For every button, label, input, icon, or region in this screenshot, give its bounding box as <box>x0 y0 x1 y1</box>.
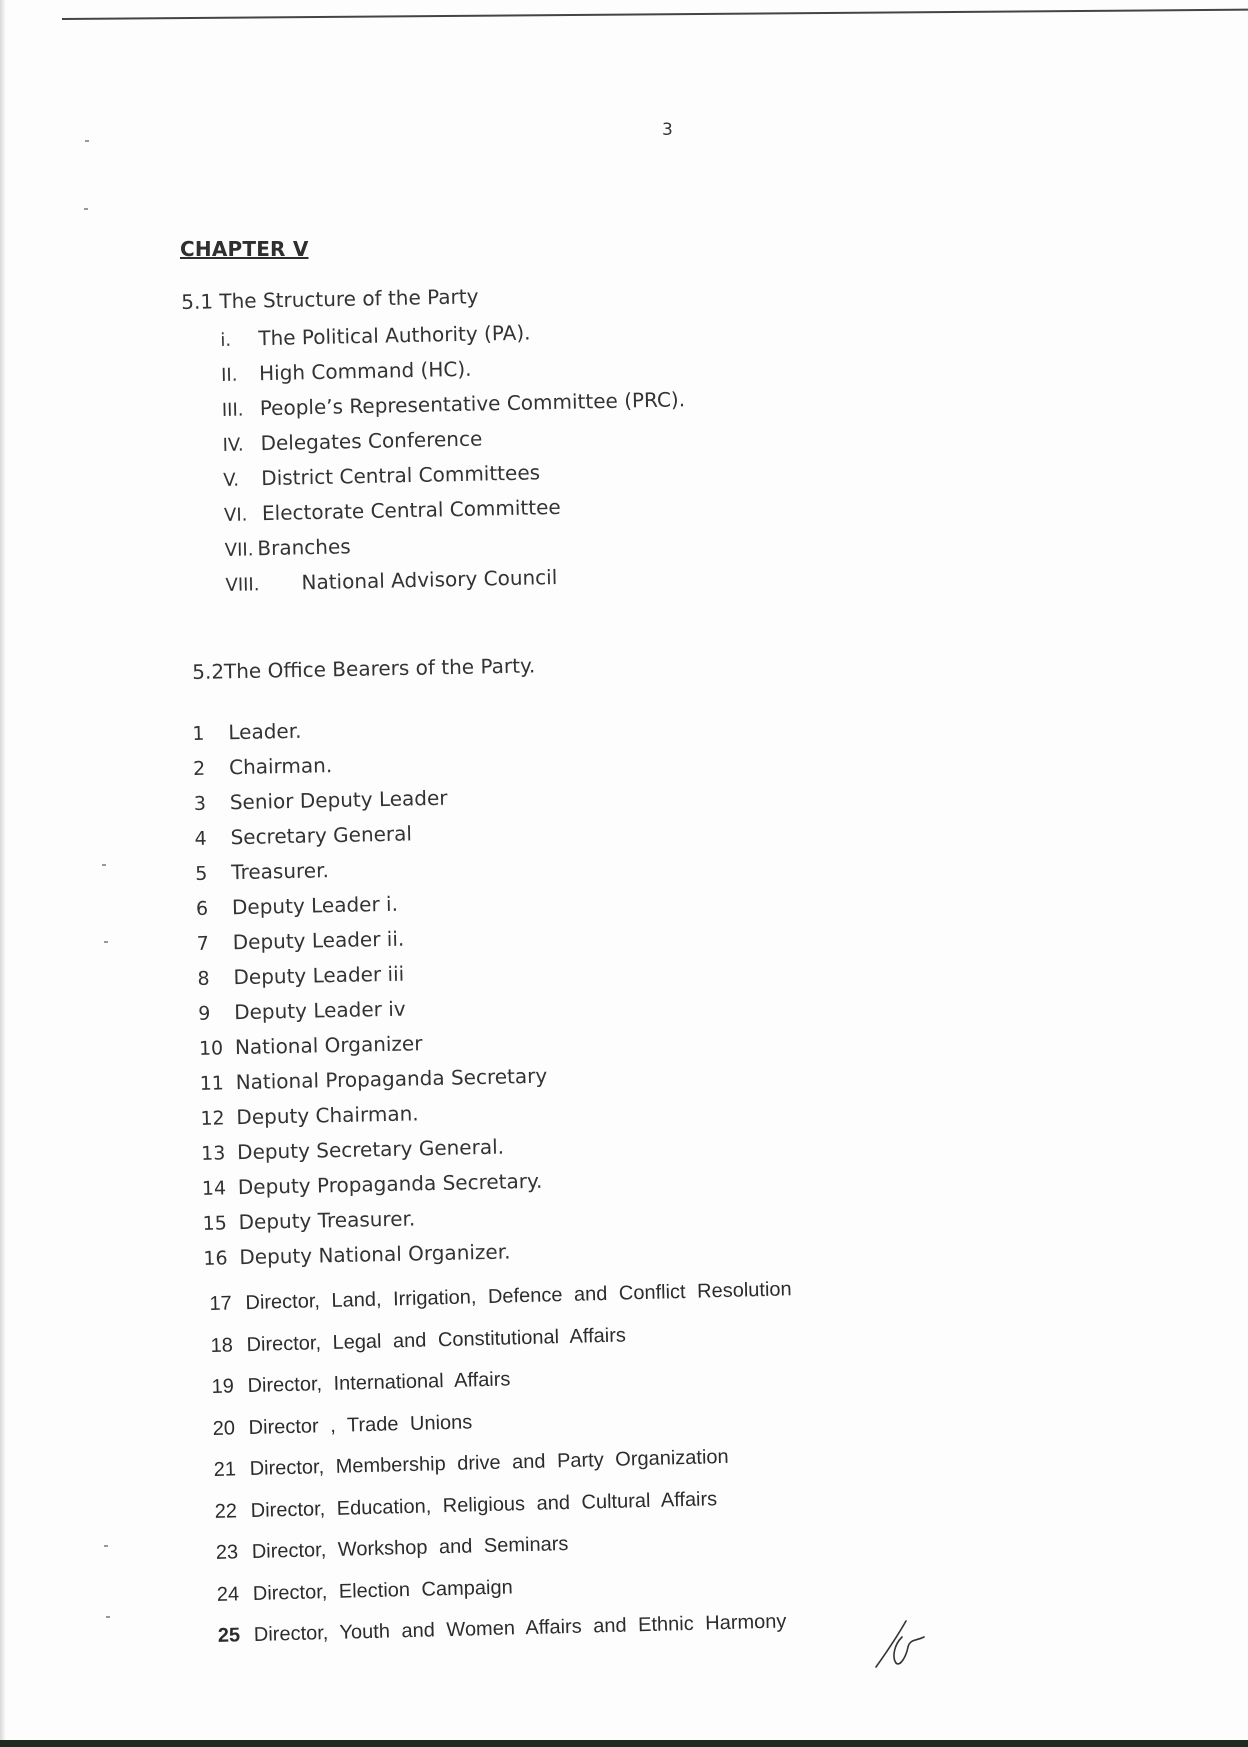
list-item-number: 16 <box>203 1247 228 1270</box>
list-item-text: District Central Committees <box>261 460 541 491</box>
list-item-number: VI. <box>223 504 248 526</box>
list-item-number: 23 <box>215 1541 239 1564</box>
list-item-number: II. <box>220 364 238 386</box>
list-item-text: National Advisory Council <box>301 564 558 595</box>
list-item-text: Director, International Affairs <box>247 1368 511 1398</box>
list-item-text: Director, Land, Irrigation, Defence and Conflict Resolution <box>245 1278 792 1315</box>
list-item-text: Leader. <box>228 718 302 745</box>
list-item-text: Deputy Leader iv <box>233 996 406 1025</box>
list-item-text: Deputy Leader i. <box>231 891 399 920</box>
list-item-number: 19 <box>211 1375 235 1398</box>
scan-bottom-edge <box>0 1740 1248 1747</box>
list-item-text: Branches <box>257 534 351 561</box>
chapter-title: CHAPTER V <box>180 237 309 261</box>
list-item-text: Director, Education, Religious and Cultural Affairs <box>250 1487 718 1522</box>
scan-speck <box>104 941 108 943</box>
list-item-number: 7 <box>196 932 210 955</box>
list-item-number: 24 <box>216 1582 240 1606</box>
office-bearers-list-directors <box>209 1269 801 1657</box>
list-item-number: 14 <box>201 1177 227 1200</box>
list-item-text: Director, Election Campaign <box>252 1575 513 1605</box>
list-item-text: Director, Legal and Constitutional Affairs <box>246 1323 627 1356</box>
section-heading-structure: 5.1 The Structure of the Party <box>181 284 479 314</box>
list-item-text: Deputy Treasurer. <box>238 1206 416 1235</box>
list-item-text: People’s Representative Committee (PRC). <box>259 387 686 421</box>
list-item-number: VII. <box>224 539 254 561</box>
list-item-text: National Organizer <box>234 1031 423 1060</box>
list-item <box>203 1234 551 1276</box>
list-item-number: 25 <box>217 1624 241 1647</box>
list-item-number: 18 <box>210 1333 234 1357</box>
list-item-number: 11 <box>199 1072 225 1095</box>
list-item-number: VIII. <box>225 574 260 596</box>
list-item-number: 5 <box>195 862 208 885</box>
list-item-number: IV. <box>222 434 244 456</box>
list-item-text: Secretary General <box>230 821 413 850</box>
list-item-number: 4 <box>194 827 207 850</box>
list-item-text: Director, Workshop and Seminars <box>251 1532 569 1563</box>
list-item-number: 3 <box>193 792 207 815</box>
scan-edge-shadow <box>0 0 6 1747</box>
list-item-number: 13 <box>200 1142 226 1165</box>
list-item-number: 8 <box>197 967 210 990</box>
structure-list <box>220 312 689 602</box>
office-bearers-list <box>192 709 551 1276</box>
list-item-text: Electorate Central Committee <box>261 494 561 526</box>
list-item-number: 20 <box>212 1416 236 1440</box>
list-item-number: 6 <box>195 897 209 920</box>
list-item <box>202 1164 550 1206</box>
list-item-text: Director , Trade Unions <box>248 1410 473 1439</box>
scan-speck <box>106 1616 110 1618</box>
list-item-text: Chairman. <box>228 753 333 780</box>
list-item-number: 12 <box>200 1107 225 1130</box>
scan-speck <box>104 1545 108 1547</box>
list-item-text: High Command (HC). <box>258 356 472 386</box>
list-item-text: Senior Deputy Leader <box>229 785 448 815</box>
list-item-text: Delegates Conference <box>260 426 483 456</box>
list-item-text: Treasurer. <box>231 858 330 885</box>
list-item-text: Deputy Propaganda Secretary. <box>237 1168 543 1200</box>
list-item <box>199 1059 547 1101</box>
scan-speck <box>102 864 106 866</box>
list-item-text: Deputy National Organizer. <box>239 1239 511 1270</box>
scan-speck <box>85 140 89 142</box>
list-item-number: 15 <box>202 1212 228 1235</box>
list-item-text: Deputy Secretary General. <box>236 1134 505 1165</box>
initials-signature <box>872 1617 928 1673</box>
list-item-number: 21 <box>213 1458 237 1481</box>
list-item-text: Deputy Leader ii. <box>232 926 405 955</box>
list-item-text: Director, Membership drive and Party Organization <box>249 1445 729 1481</box>
list-item-number: 2 <box>192 757 206 780</box>
list-item-number: 9 <box>198 1002 211 1025</box>
list-item-number: III. <box>221 399 244 421</box>
list-item-number: 22 <box>214 1499 238 1523</box>
list-item-number: i. <box>220 329 232 351</box>
scan-speck <box>84 208 88 210</box>
section-heading-office-bearers: 5.2The Office Bearers of the Party. <box>192 653 536 684</box>
list-item-number: 10 <box>198 1037 224 1060</box>
list-item-text: Director, Youth and Women Affairs and Ethnic Harmony <box>253 1610 787 1646</box>
list-item-text: Deputy Leader iii <box>233 961 405 990</box>
page-number: 3 <box>662 120 673 140</box>
list-item-number: 17 <box>209 1292 233 1315</box>
list-item-number: V. <box>223 469 240 491</box>
top-rule <box>62 9 1248 20</box>
list-item-text: The Political Authority (PA). <box>258 320 531 351</box>
list-item-number: 1 <box>192 722 205 745</box>
list-item-text: Deputy Chairman. <box>236 1101 419 1130</box>
list-item-text: National Propaganda Secretary <box>235 1063 548 1095</box>
